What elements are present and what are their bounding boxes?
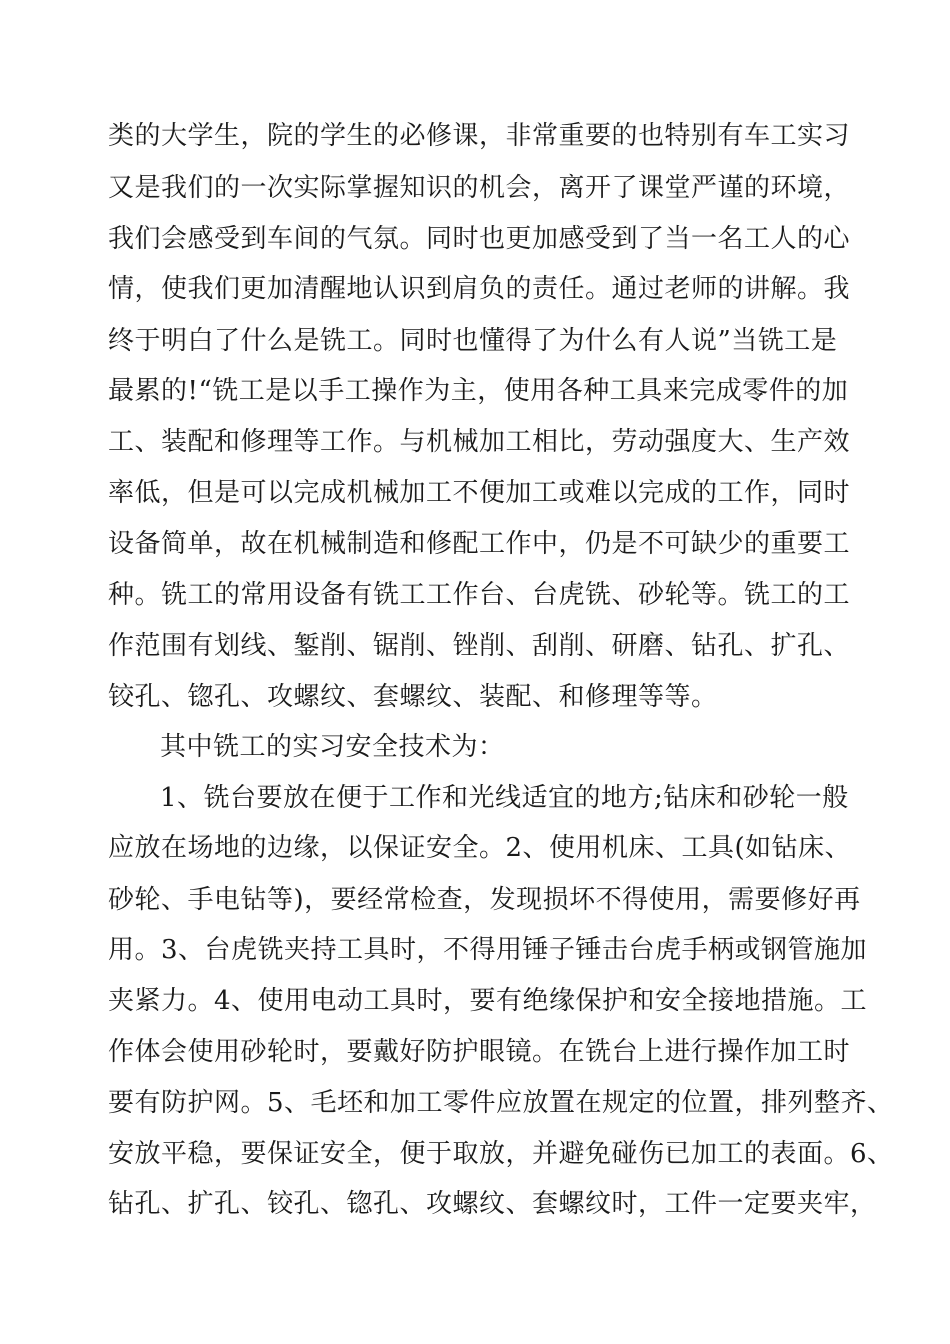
text-line-11: 作范围有划线、錾削、锯削、锉削、刮削、研磨、钻孔、扩孔、 [108, 631, 851, 661]
text-line-5: 终于明白了什么是铣工。同时也懂得了为什么有人说”当铣工是 [108, 326, 838, 356]
text-line-21: 安放平稳，要保证安全，便于取放，并避免碰伤已加工的表面。6、 [108, 1139, 894, 1169]
text-line-16: 砂轮、手电钻等)，要经常检查，发现损坏不得使用，需要修好再 [108, 885, 861, 915]
text-line-3: 我们会感受到车间的气氛。同时也更加感受到了当一名工人的心 [108, 224, 851, 254]
text-line-17: 用。3、台虎铣夹持工具时，不得用锤子锤击台虎手柄或钢管施加 [108, 935, 868, 965]
text-line-19: 作体会使用砂轮时，要戴好防护眼镜。在铣台上进行操作加工时 [108, 1037, 851, 1067]
text-line-9: 设备简单，故在机械制造和修配工作中，仍是不可缺少的重要工 [108, 529, 851, 559]
text-line-20: 要有防护网。5、毛坯和加工零件应放置在规定的位置，排列整齐、 [108, 1088, 894, 1118]
text-line-12: 铰孔、锪孔、攻螺纹、套螺纹、装配、和修理等等。 [108, 682, 718, 712]
text-line-8: 率低，但是可以完成机械加工不便加工或难以完成的工作，同时 [108, 478, 851, 508]
text-line-1: 类的大学生，院的学生的必修课，非常重要的也特别有车工实习 [108, 121, 851, 151]
text-line-7: 工、装配和修理等工作。与机械加工相比，劳动强度大、生产效 [108, 427, 851, 457]
text-line-4: 情，使我们更加清醒地认识到肩负的责任。通过老师的讲解。我 [108, 274, 851, 304]
text-line-14: 1、铣台要放在便于工作和光线适宜的地方;钻床和砂轮一般 [160, 783, 849, 813]
text-line-22: 钻孔、扩孔、铰孔、锪孔、攻螺纹、套螺纹时，工件一定要夹牢， [108, 1189, 877, 1219]
section-heading: 其中铣工的实习安全技术为： [160, 732, 505, 762]
text-line-6: 最累的!“铣工是以手工操作为主，使用各种工具来完成零件的加 [108, 376, 849, 406]
text-line-18: 夹紧力。4、使用电动工具时，要有绝缘保护和安全接地措施。工 [108, 986, 868, 1016]
text-line-15: 应放在场地的边缘，以保证安全。2、使用机床、工具(如钻床、 [108, 833, 852, 863]
text-line-10: 种。铣工的常用设备有铣工工作台、台虎铣、砂轮等。铣工的工 [108, 580, 851, 610]
text-line-2: 又是我们的一次实际掌握知识的机会，离开了课堂严谨的环境， [108, 173, 851, 203]
